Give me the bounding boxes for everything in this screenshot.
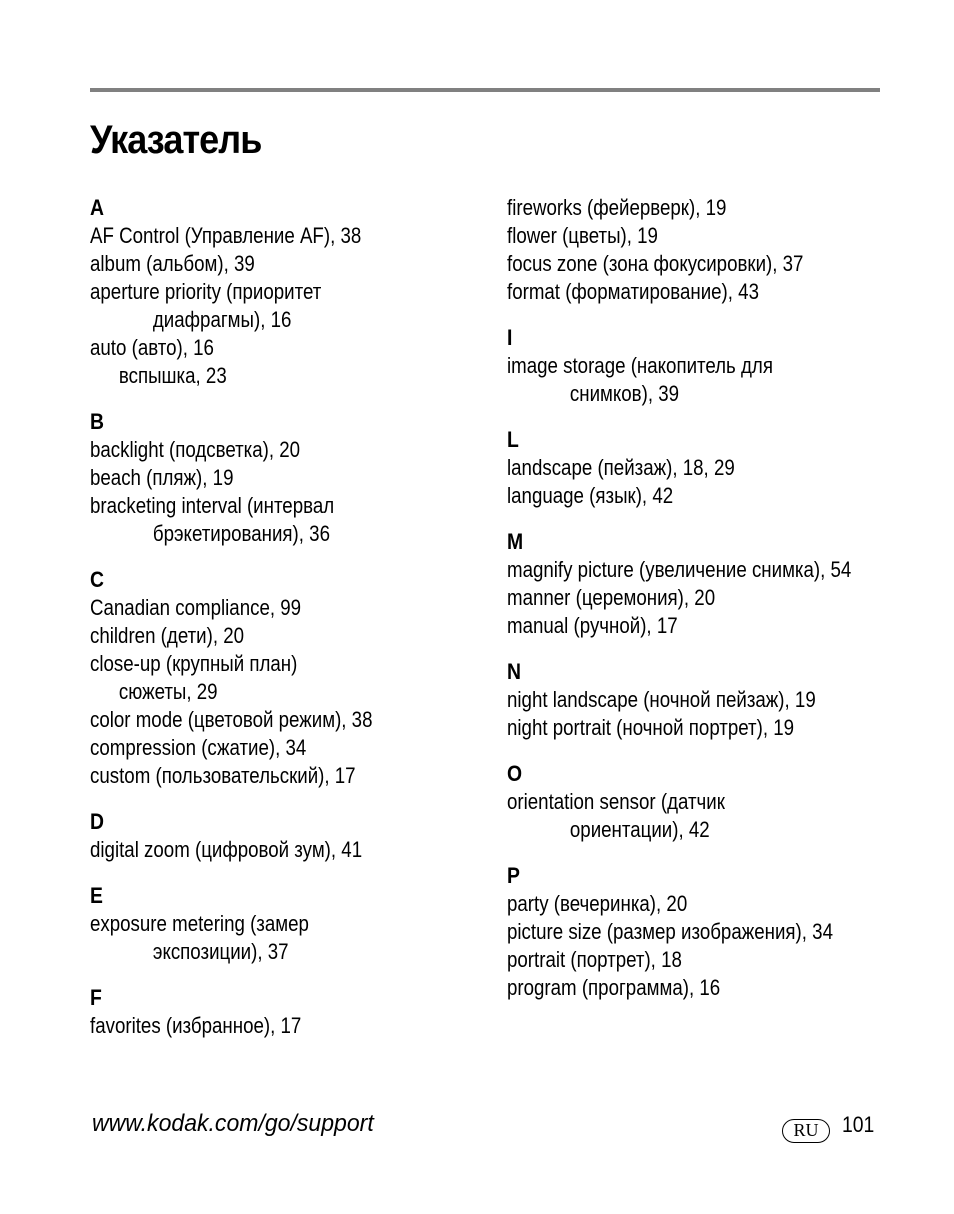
section-letter: B bbox=[90, 409, 104, 434]
index-entry: favorites (избранное), 17 bbox=[90, 1013, 302, 1038]
index-entry: compression (сжатие), 34 bbox=[90, 735, 307, 760]
section-letter: I bbox=[507, 325, 513, 350]
page-number: 101 bbox=[842, 1112, 875, 1137]
index-entry: manner (церемония), 20 bbox=[507, 585, 716, 610]
index-section bbox=[90, 984, 490, 1040]
index-column-right bbox=[507, 194, 887, 1020]
index-entry: format (форматирование), 43 bbox=[507, 279, 759, 304]
index-entry: children (дети), 20 bbox=[90, 623, 245, 648]
page-title: Указатель bbox=[90, 118, 262, 162]
section-letter: O bbox=[507, 761, 523, 786]
index-entry: exposure metering (замер bbox=[90, 911, 309, 936]
index-entry: landscape (пейзаж), 18, 29 bbox=[507, 455, 735, 480]
section-letter: C bbox=[90, 567, 104, 592]
index-section bbox=[507, 324, 887, 408]
section-letter: A bbox=[90, 195, 104, 220]
index-entry: auto (авто), 16 bbox=[90, 335, 214, 360]
top-rule bbox=[90, 88, 880, 92]
index-section bbox=[507, 862, 887, 1002]
index-section bbox=[90, 808, 490, 864]
index-entry-continuation: брэкетирования), 36 bbox=[152, 521, 330, 546]
index-entry: image storage (накопитель для bbox=[507, 353, 773, 378]
section-letter: D bbox=[90, 809, 104, 834]
section-letter: F bbox=[90, 985, 102, 1010]
index-section bbox=[90, 882, 490, 966]
index-entry: orientation sensor (датчик bbox=[507, 789, 725, 814]
index-entry: fireworks (фейерверк), 19 bbox=[507, 195, 727, 220]
index-entry: Canadian compliance, 99 bbox=[90, 595, 302, 620]
section-letter: E bbox=[90, 883, 103, 908]
index-section bbox=[507, 528, 887, 640]
index-entry-continuation: снимков), 39 bbox=[569, 381, 680, 406]
support-url[interactable]: www.kodak.com/go/support bbox=[92, 1110, 374, 1137]
index-section bbox=[507, 658, 887, 742]
index-entry: color mode (цветовой режим), 38 bbox=[90, 707, 373, 732]
index-entry: program (программа), 16 bbox=[507, 975, 721, 1000]
index-entry: flower (цветы), 19 bbox=[507, 223, 658, 248]
index-entry: beach (пляж), 19 bbox=[90, 465, 234, 490]
section-letter: M bbox=[507, 529, 524, 554]
index-entry: picture size (размер изображения), 34 bbox=[507, 919, 833, 944]
index-entry-continuation: ориентации), 42 bbox=[569, 817, 710, 842]
index-entry: party (вечеринка), 20 bbox=[507, 891, 688, 916]
index-entry: night portrait (ночной портрет), 19 bbox=[507, 715, 795, 740]
index-subentry: вспышка, 23 bbox=[118, 363, 227, 388]
index-entry: backlight (подсветка), 20 bbox=[90, 437, 301, 462]
index-entry: magnify picture (увеличение снимка), 54 bbox=[507, 557, 852, 582]
index-entry: aperture priority (приоритет bbox=[90, 279, 322, 304]
section-letter: P bbox=[507, 863, 520, 888]
index-section bbox=[90, 194, 490, 390]
index-section bbox=[507, 426, 887, 510]
index-column-left bbox=[90, 194, 490, 1058]
index-entry: night landscape (ночной пейзаж), 19 bbox=[507, 687, 816, 712]
index-section bbox=[507, 760, 887, 844]
index-entry: custom (пользовательский), 17 bbox=[90, 763, 356, 788]
index-entry: AF Control (Управление AF), 38 bbox=[90, 223, 362, 248]
index-subentry: сюжеты, 29 bbox=[118, 679, 218, 704]
index-entry: language (язык), 42 bbox=[507, 483, 674, 508]
index-entry: manual (ручной), 17 bbox=[507, 613, 678, 638]
index-entry-continuation: экспозиции), 37 bbox=[152, 939, 289, 964]
index-entry: focus zone (зона фокусировки), 37 bbox=[507, 251, 804, 276]
index-entry-continuation: диафрагмы), 16 bbox=[152, 307, 292, 332]
index-section bbox=[507, 194, 887, 306]
section-letter: L bbox=[507, 427, 519, 452]
index-entry: album (альбом), 39 bbox=[90, 251, 255, 276]
section-letter: N bbox=[507, 659, 521, 684]
index-entry: digital zoom (цифровой зум), 41 bbox=[90, 837, 363, 862]
index-section bbox=[90, 566, 490, 790]
language-badge: RU bbox=[782, 1119, 830, 1143]
index-entry: portrait (портрет), 18 bbox=[507, 947, 682, 972]
index-entry: bracketing interval (интервал bbox=[90, 493, 335, 518]
index-section bbox=[90, 408, 490, 548]
index-entry: close-up (крупный план) bbox=[90, 651, 298, 676]
